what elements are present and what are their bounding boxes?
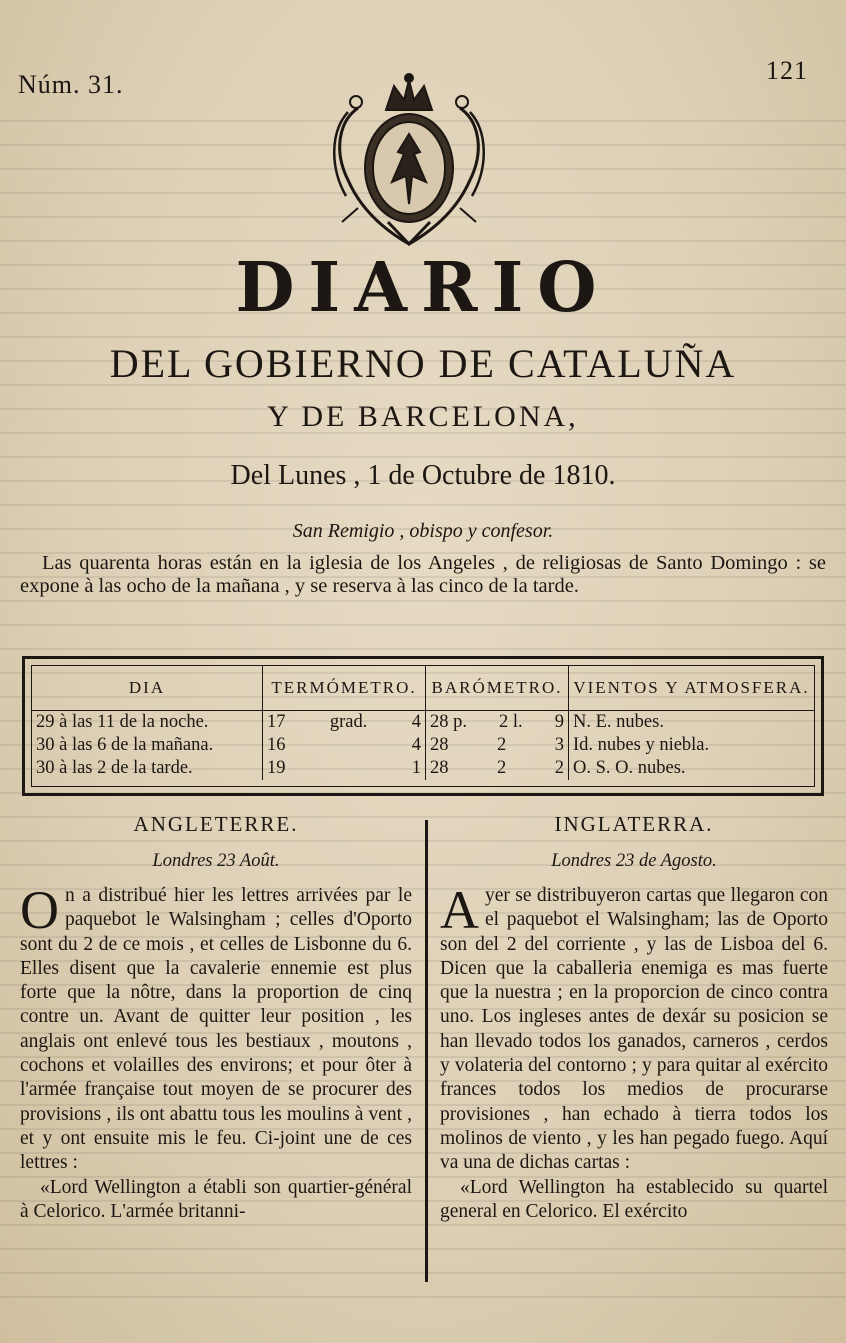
page-number: 121 — [766, 56, 808, 85]
column-dateline: Londres 23 Août. — [152, 851, 280, 871]
article-body: On a distribué hier les lettres arrivées par le paquebot le Walsingham ; celles d'Oporto sont du 2 de ce mois , et celles de Lisbonne du 6. Elles disent que la cavalerie ennemie est plus forte que la nôtre, dans la proportion de cinq contre un. Avant de quitter leur position , les anglais ont enlevé tous les bestiaux , moutons , cochons et volailles des environs; et pour ôter à l'armée française tout moyen de se procurer des provisions , ils ont abattu tous les moulins à vent , et y ont ensuite mis le feu. Ci-joint une de ces lettres : — [20, 880, 412, 1174]
header-termometro: TERMÓMETRO. — [263, 666, 426, 711]
column-dateline: Londres 23 de Agosto. — [551, 851, 717, 871]
cell-vientos: O. S. O. nubes. — [573, 758, 686, 778]
cell-dia: 29 à las 11 de la noche. — [32, 711, 263, 735]
article-quote: «Lord Wellington ha establecido su quartel general en Celorico. El exército — [440, 1176, 828, 1222]
cell-dia: 30 à las 6 de la mañana. — [32, 734, 263, 757]
crest-icon — [328, 72, 490, 250]
header-barometro: BARÓMETRO. — [426, 666, 569, 711]
french-column — [20, 812, 412, 1224]
column-heading: ANGLETERRE. — [133, 812, 299, 836]
cell-vientos: N. E. nubes. — [573, 712, 664, 732]
article-body: Ayer se distribuyeron cartas que llegaron con el paquebot el Walsingham; las de Oporto son del 2 del corriente , y las de Lisboa del 6. Dicen que la caballeria enemiga es mas fuerte que la nuestra ; en la proporcion de cinco contra uno. Los ingleses antes de dexár su posicion se han llevado todos los ganados, carneros , cerdos y volateria del contorno ; y para quitar al exército frances todos los medios de procurarse provisiones , han echado à tierra todos los molinos de viento , y les han pegado fuego. Aquí va una de dichas cartas : — [440, 880, 828, 1174]
column-heading: INGLATERRA. — [554, 812, 714, 836]
cell-barometro: 28 2 3 — [426, 734, 569, 757]
masthead-subtitle: DEL GOBIERNO DE CATALUÑA — [109, 341, 737, 386]
drop-cap: A — [440, 880, 479, 940]
cell-dia: 30 à las 2 de la tarde. — [32, 757, 263, 780]
issue-date: Del Lunes , 1 de Octubre de 1810. — [230, 460, 616, 491]
drop-cap: O — [20, 880, 59, 940]
table-row — [32, 711, 814, 735]
cell-termometro: 17 grad. 4 — [263, 711, 426, 735]
header-vientos: VIENTOS Y ATMOSFERA. — [569, 666, 815, 711]
cell-barometro: 28 p. 2 l. 9 — [426, 711, 569, 735]
saint-of-day: San Remigio , obispo y confesor. — [292, 520, 554, 542]
masthead-city: Y DE BARCELONA, — [267, 400, 579, 433]
article-quote: «Lord Wellington a établi son quartier-général à Celorico. L'armée britanni- — [20, 1176, 412, 1222]
cell-barometro: 28 2 2 — [426, 757, 569, 780]
weather-table — [22, 656, 824, 796]
masthead-title: DIARIO — [235, 248, 611, 328]
table-row — [32, 757, 814, 780]
cell-vientos: Id. nubes y niebla. — [573, 735, 710, 755]
issue-number: Núm. 31. — [18, 70, 124, 99]
spanish-column — [440, 812, 828, 1224]
header-dia: DIA — [32, 666, 263, 711]
weather-header-row — [32, 666, 814, 711]
cell-termometro: 19 1 — [263, 757, 426, 780]
cell-termometro: 16 4 — [263, 734, 426, 757]
church-notice: Las quarenta horas están en la iglesia de los Angeles , de religiosas de Santo Domingo : se expone à las ocho de la mañana , y se reserva à las cinco de la tarde. — [20, 552, 826, 597]
table-row — [32, 734, 814, 757]
column-divider — [425, 820, 428, 1282]
